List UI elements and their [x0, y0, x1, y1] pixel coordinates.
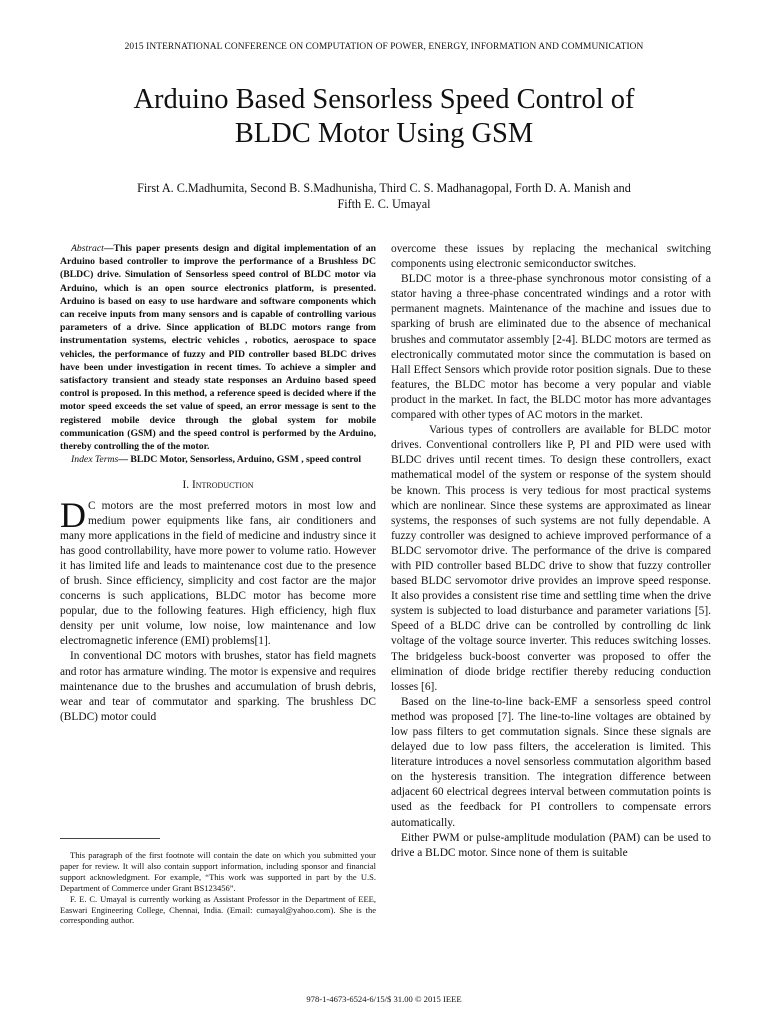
intro-paragraph-2: In conventional DC motors with brushes, stator has field magnets and rotor has armature winding. The motor is expensive and requires maintenance due to the brushes and accumulation of brush debris, wear and tear of commutator and sparking. The brushless DC (BLDC) motor could	[60, 650, 376, 723]
right-paragraph-3: Various types of controllers are available for BLDC motor drives. Conventional controllers like P, PI and PID were used with BLDC drives until recent times. To design these controllers, exact mathematical model of the system or response of the system should be known. This process is very tedious for most practical systems which are nonlinear. Since these systems are approximated as linear systems, the responses of such systems are not fully dependable. A fuzzy controller was designed to achieve improved performance of a BLDC servomotor drive. The performance of the drive is compared with PID controller based BLDC drive to show that fuzzy controller based BLDC servomotor drive provides an improve speed response. It also provides a consistent rise time and settling time when the drive system is subjected to load disturbance and parameter variations [5]. Speed of a BLDC drive can be controlled by controlling dc link voltage of the voltage source inverter. This reduces switching losses. The bridgeless buck-boost converter was proposed to offer the elimination of diode bridge rectifier thereby reducing conduction losses [6].	[391, 424, 711, 693]
abstract-text: —This paper presents design and digital implementation of an Arduino based controller to improve the performance of a Brushless DC (BLDC) drive. Simulation of Sensorless speed control of BLDC motor via Arduino, which is an open source electronics platform, is presented. Arduino is based on easy to use hardware and software components which can receive inputs from many sensors and is capable of controlling various parameters of a drive. Since application of BLDC motors range from instrumentation systems, electric vehicles , robotics, aerospace to space vehicles, the performance of fuzzy and PID controller based BLDC drives have been under investigation in recent times. To achieve a simpler and satisfactory transient and steady state responses an Arduino based speed control is proposed. In this method, a reference speed is decided where if the motor speed exceeds the set value of speed, an error message is sent to the registered mobile device through the global system for mobile communication (GSM) and the speed control is performed by the Arduino, thereby controlling the of the motor.	[60, 243, 376, 453]
abstract	[60, 242, 376, 453]
right-paragraph-5: Either PWM or pulse-amplitude modulation (PAM) can be used to drive a BLDC motor. Since none of them is suitable	[391, 831, 711, 859]
drop-cap: D	[60, 494, 86, 535]
copyright-footer: 978-1-4673-6524-6/15/$ 31.00 © 2015 IEEE	[306, 994, 462, 1004]
footnote-paragraph-1: This paragraph of the first footnote will contain the date on which you submitted your paper for review. It will also contain support information, including sponsor and financial support acknowledgment. For example, “This work was supported in part by the U.S. Department of Commerce under Grant BS123456”.	[60, 850, 376, 893]
right-paragraph-1: overcome these issues by replacing the mechanical switching components using electronic semiconductor switches.	[391, 243, 711, 271]
footnote-paragraph-2: F. E. C. Umayal is currently working as Assistant Professor in the Department of EEE, Easwari Engineering College, Chennai, India. (Email: cumayal@yahoo.com). She is the corresponding author.	[60, 893, 376, 926]
paper-title	[40, 83, 728, 151]
abstract-label: Abstract	[71, 243, 104, 254]
authors-line-1: First A. C.Madhumita, Second B. S.Madhunisha, Third C. S. Madhanagopal, Forth D. A. Manish and	[137, 181, 631, 195]
index-terms-text: — BLDC Motor, Sensorless, Arduino, GSM , speed control	[118, 454, 362, 466]
footnote	[60, 850, 376, 926]
authors	[40, 180, 728, 212]
title-line-2: BLDC Motor Using GSM	[234, 118, 534, 149]
intro-paragraph-1	[60, 494, 376, 650]
intro-paragraph-1-text: C motors are the most preferred motors in most low and medium power equipments like fans, air conditioners and many more applications in the field of medicine and industry since it has good controllability, have more power to volume ratio. However it has limited life and leads to maintenance cost due to the presence of brush. Since efficiency, simplicity and cost factor are the major concerns is such applications, BLDC motor has become more popular, due to the following features. High efficiency, high flux density per unit volume, low noise, low maintenance and low electromagnetic inference (EMI) problems[1].	[60, 499, 376, 648]
conference-header: 2015 INTERNATIONAL CONFERENCE ON COMPUTATION OF POWER, ENERGY, INFORMATION AND COMMUNICATION	[124, 42, 644, 52]
authors-line-2: Fifth E. C. Umayal	[337, 197, 431, 211]
index-terms	[60, 453, 376, 466]
section-heading: I. Introduction	[182, 479, 254, 492]
right-column	[391, 242, 711, 861]
footnote-rule	[60, 838, 160, 839]
right-paragraph-2: BLDC motor is a three-phase synchronous motor consisting of a stator having a three-phase concentrated windings and a rotor with permanent magnets. Maintenance of the machine and issues due to sparking of brush are eliminated due to the absence of mechanical brushes and commutator assembly [2-4]. BLDC motors are termed as electronically commutated motor since the commutation is based on Hall Effect Sensors which provide rotor position signals. Due to these features, the BLDC motor has become a very popular and viable product in the market. In fact, the BLDC motor has more advantages compared with other types of AC motors in the market.	[391, 273, 711, 422]
index-terms-label: Index Terms	[71, 454, 119, 466]
right-paragraph-4: Based on the line-to-line back-EMF a sensorless speed control method was proposed [7]. The line-to-line voltages are obtained by low pass filters to get commutation signals. Since these signals are delayed due to low pass filters, the acceleration is limited. This literature introduces a novel sensorless commutation algorithm based on the hysteresis transition. The integration difference between adjacent 60 electrical degrees interval between commutation points is used as the feedback for PI controllers to compensate errors automatically.	[391, 695, 711, 829]
left-column	[60, 242, 376, 725]
title-line-1: Arduino Based Sensorless Speed Control of	[133, 84, 635, 115]
